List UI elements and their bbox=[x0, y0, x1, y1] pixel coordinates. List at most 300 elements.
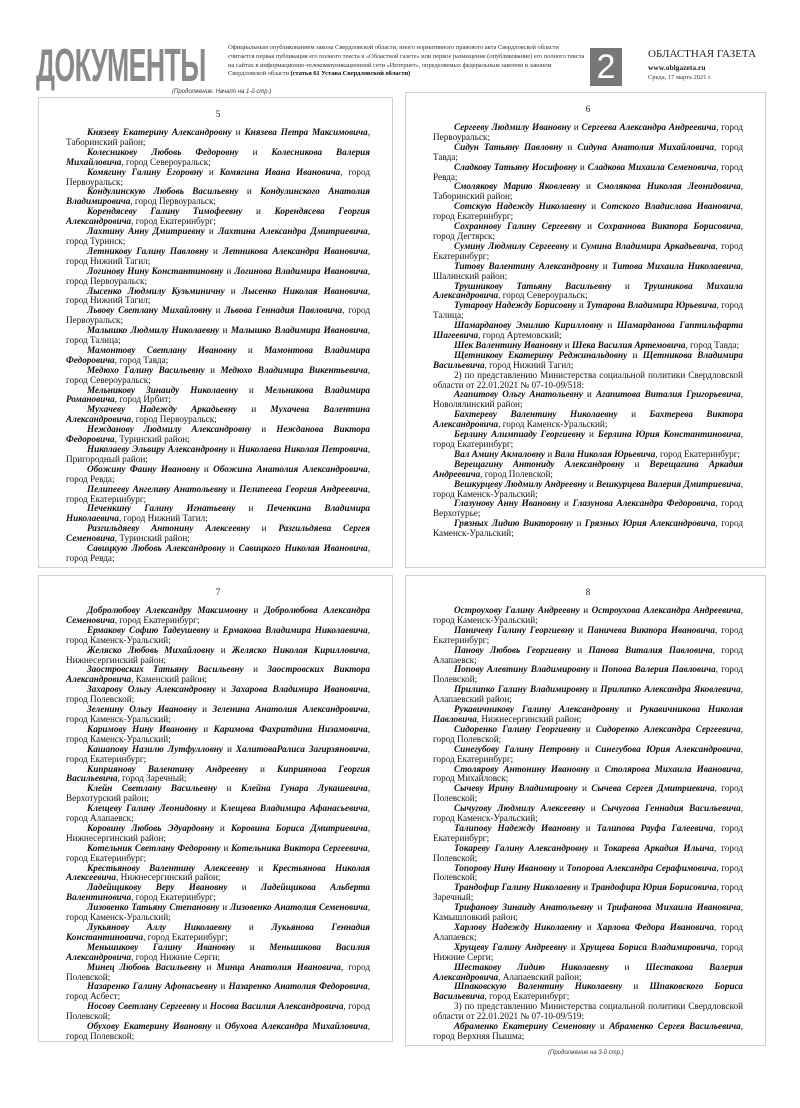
conjunction: и bbox=[592, 684, 598, 695]
list-item bbox=[66, 1002, 370, 1022]
awardee-wife-name: Грязных Лидию Викторовну bbox=[454, 518, 573, 529]
conjunction: и bbox=[579, 161, 585, 172]
awardee-location: , город Екатеринбург; bbox=[131, 892, 216, 903]
awardee-location: , город Полевской; bbox=[66, 684, 371, 705]
conjunction: и bbox=[253, 664, 259, 675]
awardee-wife-name: Ладейщикову Веру Ивановну bbox=[87, 882, 228, 893]
list-item bbox=[433, 982, 743, 1002]
conjunction: и bbox=[253, 605, 259, 615]
awardee-wife-name: Бахтереву Валентину Николаевну bbox=[454, 409, 618, 420]
list-item bbox=[66, 465, 370, 485]
list-item bbox=[66, 903, 370, 923]
list-item bbox=[66, 326, 370, 346]
page-number: 2 bbox=[590, 48, 622, 86]
awardee-husband-name: Корендясева Георгия Александровича bbox=[66, 206, 370, 227]
awardee-wife-name: Шпаковскую Валентину Николаевну bbox=[454, 981, 623, 992]
awardee-husband-name: Князева Петра Максимовича bbox=[244, 127, 368, 137]
awardee-location: , город Екатеринбург; bbox=[131, 216, 216, 227]
awardee-location: , Алапаевский район; bbox=[498, 971, 582, 982]
awardee-wife-name: Прилипко Галину Владимировну bbox=[454, 684, 589, 695]
awardee-husband-name: Минца Анатолия Ивановича bbox=[216, 961, 341, 972]
awardee-location: , город Талица; bbox=[66, 325, 371, 346]
awardee-wife-name: Львову Светлану Михайловну bbox=[87, 305, 212, 316]
conjunction: и bbox=[590, 803, 596, 814]
awardee-wife-name: Лысенко Людмилу Кузьминичну bbox=[87, 285, 225, 296]
awardee-location: , город Верхотурье; bbox=[433, 498, 743, 519]
conjunction: и bbox=[215, 1021, 221, 1032]
section-paragraph bbox=[433, 371, 743, 391]
list-item bbox=[66, 943, 370, 963]
list-item bbox=[66, 982, 370, 1002]
awardee-husband-name: Малышко Владимира Ивановича bbox=[230, 325, 368, 336]
awardee-location: , город Полевской; bbox=[66, 1021, 370, 1041]
awardee-husband-name: Лысенко Николая Ивановича bbox=[241, 285, 368, 296]
awardee-location: , город Заречный; bbox=[117, 773, 187, 784]
conjunction: и bbox=[632, 349, 638, 360]
list-item bbox=[66, 247, 370, 267]
awardee-wife-name: Мухачеву Надежду Аркадьевну bbox=[87, 404, 238, 415]
awardee-wife-name: Трифанову Зинаиду Анатольевну bbox=[454, 902, 594, 913]
conjunction: и bbox=[252, 146, 258, 157]
conjunction: и bbox=[241, 882, 247, 893]
awardee-wife-name: Каримову Нину Ивановну bbox=[87, 723, 198, 734]
awardee-location: , город Тавда; bbox=[114, 354, 169, 365]
awardee-husband-name: Колесникова Валерия Михайловича bbox=[66, 146, 371, 167]
awardee-wife-name: Клейн Светлану Васильевну bbox=[87, 783, 218, 794]
list-item bbox=[433, 301, 743, 321]
conjunction: и bbox=[576, 518, 582, 529]
conjunction: и bbox=[634, 458, 640, 469]
list-item bbox=[66, 626, 370, 646]
awardee-location: , город Первоуральск; bbox=[131, 414, 217, 425]
awardee-wife-name: Сычеву Ирину Владимировну bbox=[454, 783, 578, 794]
awardee-location: , Камышловкий район; bbox=[433, 902, 743, 923]
awardee-wife-name: Сычугову Людмилу Алексеевну bbox=[454, 803, 586, 814]
awardee-wife-name: Остроухову Галину Андреевну bbox=[454, 605, 580, 615]
list-item bbox=[66, 864, 370, 884]
conjunction: и bbox=[633, 981, 639, 992]
list-item bbox=[433, 480, 743, 500]
list-item bbox=[66, 346, 370, 366]
conjunction: и bbox=[570, 941, 576, 952]
awardee-husband-name: Лахтина Александра Дмитриевича bbox=[218, 226, 368, 237]
awardee-wife-name: Носову Светлану Сергеевну bbox=[87, 1001, 200, 1012]
awardee-location: , город Полевской; bbox=[66, 961, 370, 982]
conjunction: и bbox=[251, 404, 257, 415]
awardee-husband-name: Летникова Александра Ивановича bbox=[222, 245, 368, 256]
conjunction: и bbox=[226, 783, 232, 794]
list-item bbox=[433, 282, 743, 302]
issue-date: Среда, 17 марта 2021 г. bbox=[648, 74, 712, 81]
document-page-number: 8 bbox=[585, 587, 591, 597]
awardee-location: , город Нижние Серги; bbox=[433, 941, 744, 962]
conjunction: и bbox=[593, 664, 598, 675]
conjunction: и bbox=[219, 822, 225, 833]
awardee-husband-name: Шека Василия Артемовича bbox=[572, 339, 686, 350]
awardee-husband-name: Назаренко Анатолия Федоровича bbox=[228, 981, 368, 992]
awardee-wife-name: Мельникову Зинаиду Николаевну bbox=[87, 384, 238, 395]
awardee-location: , Шалинский район; bbox=[433, 260, 744, 281]
awardee-wife-name: Пелипееву Ангелину Анатольевну bbox=[87, 483, 228, 494]
section-paragraph bbox=[433, 1002, 743, 1022]
conjunction: и bbox=[213, 245, 218, 256]
list-item bbox=[433, 804, 743, 824]
awardee-husband-name: Сумина Владимира Аркадьевича bbox=[580, 240, 716, 251]
conjunction: и bbox=[573, 122, 579, 132]
conjunction: и bbox=[248, 384, 254, 395]
awardee-husband-name: Заостровских Виктора Александровича bbox=[66, 664, 371, 685]
list-item bbox=[66, 267, 370, 287]
awardee-husband-name: Трандофира Юрия Борисовича bbox=[590, 882, 717, 893]
awardee-husband-name: Сладкова Михаила Семеновича bbox=[587, 161, 717, 172]
awardee-husband-name: Рукавичникова Николая Павловича bbox=[433, 704, 744, 724]
awardee-location: , Таборинский район; bbox=[433, 181, 744, 202]
awardee-wife-name: Крестьянову Валентину Алексеевну bbox=[87, 862, 250, 873]
awardee-husband-name: ХалитоваРалиса Загирзяновича bbox=[235, 743, 368, 754]
awardee-husband-name: Трушникова Михаила Александровича bbox=[433, 280, 744, 301]
document-page-number: 5 bbox=[215, 109, 221, 119]
awardee-location: , город Верхняя Пышма; bbox=[433, 1021, 744, 1041]
conjunction: и bbox=[577, 644, 583, 655]
list-item bbox=[66, 485, 370, 505]
list-item bbox=[66, 504, 370, 524]
list-item bbox=[433, 182, 743, 202]
awardee-wife-name: Добролюбову Александру Максимовну bbox=[87, 605, 248, 615]
awardee-wife-name: Захарову Ольгу Александровну bbox=[87, 684, 216, 695]
awardee-location: , город Каменск-Уральский; bbox=[433, 605, 744, 625]
awardee-husband-name: Ермакова Владимира Николаевича bbox=[222, 624, 368, 635]
awardee-wife-name: Щетникову Екатерину Реджинальдовну bbox=[454, 349, 628, 360]
list-item bbox=[433, 143, 743, 163]
awardee-location: , город Нижний Тагил; bbox=[484, 359, 574, 370]
awardee-location: , город Каменск-Уральский; bbox=[66, 723, 371, 744]
awardee-location: , город Полевской; bbox=[66, 1001, 370, 1022]
awardee-husband-name: Грязных Юрия Александровича bbox=[584, 518, 716, 529]
awardee-wife-name: Зеленину Ольгу Ивановну bbox=[87, 704, 197, 715]
awardee-husband-name: Паничева Виктора Ивановича bbox=[586, 624, 716, 635]
awardee-husband-name: Мухачева Валентина Александровича bbox=[66, 404, 370, 425]
list-item bbox=[433, 519, 743, 539]
awardee-location: , Каменский район; bbox=[131, 674, 207, 685]
awardee-location: , город Каменск-Уральский; bbox=[433, 803, 744, 824]
awardee-husband-name: Сергеева Александра Андреевича bbox=[581, 122, 717, 132]
awardee-location: , Нижнесергинский район; bbox=[115, 872, 221, 883]
awardee-wife-name: Хрущеву Галину Андреевну bbox=[454, 941, 567, 952]
awardee-husband-name: Зеленина Анатолия Александровича bbox=[212, 704, 368, 715]
list-item bbox=[433, 1022, 743, 1042]
conjunction: и bbox=[583, 605, 589, 615]
section-title: ДОКУМЕНТЫ bbox=[36, 39, 206, 91]
list-item bbox=[66, 445, 370, 465]
awardee-location: , город Первоуральск; bbox=[130, 196, 216, 207]
conjunction: и bbox=[226, 265, 232, 276]
list-item bbox=[66, 883, 370, 903]
list-item bbox=[66, 405, 370, 425]
awardee-wife-name: Шек Валентину Ивановну bbox=[454, 339, 563, 350]
notice-text: Официальным опубликованием закона Свердловской области, иного нормативного правового акта Свердловской области считается первая публикация его полного текста в «Областной газете» или первое размещение (опубликование) его полного текста на сайтах в информационно-телекоммуникационной сети «Интернет», определяемых федеральным законом и законом Свердловской области bbox=[228, 44, 585, 78]
awardee-wife-name: Сумину Людмилу Сергеевну bbox=[454, 240, 569, 251]
awardee-husband-name: Лизовенко Анатолия Семеновича bbox=[230, 902, 368, 913]
awardee-husband-name: Клейна Гунара Лукашевича bbox=[240, 783, 368, 794]
awardee-location: , город Алапаевск; bbox=[433, 922, 744, 942]
awardee-husband-name: Вешкурцева Валерия Дмитриевича bbox=[596, 478, 741, 489]
awardee-location: , город Полевской; bbox=[433, 723, 744, 744]
conjunction: и bbox=[208, 166, 214, 177]
awardee-location: , город Североуральск; bbox=[498, 290, 588, 301]
list-item bbox=[433, 351, 743, 371]
awardee-location: , город Ревда; bbox=[66, 463, 371, 484]
conjunction: и bbox=[246, 186, 252, 197]
awardee-husband-name: Смолякова Николая Леонидовича bbox=[596, 181, 741, 192]
awardee-husband-name: Сычугова Геннадия Васильевича bbox=[601, 803, 741, 814]
awardee-wife-name: Талипову Надежду Ивановну bbox=[454, 822, 580, 833]
awardee-location: , город Ревда; bbox=[66, 543, 371, 563]
awardee-husband-name: Львова Геннадия Павловича bbox=[224, 305, 343, 316]
conjunction: и bbox=[220, 981, 226, 992]
awardee-wife-name: Котельник Светлану Федоровну bbox=[87, 842, 221, 853]
conjunction: и bbox=[578, 300, 584, 311]
awardee-wife-name: Лукьянову Аллу Николаевну bbox=[87, 922, 232, 932]
awardee-husband-name: Абраменко Сергея Васильевича bbox=[609, 1021, 741, 1032]
awardee-husband-name: Топорова Александра Серафимовича bbox=[566, 862, 717, 873]
awardee-wife-name: Обухову Екатерину Ивановну bbox=[87, 1021, 212, 1032]
list-item bbox=[433, 242, 743, 262]
awardee-location: , город Каменск-Уральский; bbox=[498, 419, 608, 430]
conjunction: и bbox=[203, 723, 209, 734]
conjunction: и bbox=[583, 882, 588, 893]
awardee-husband-name: Верещагина Аркадия Андреевича bbox=[433, 458, 744, 479]
awardee-husband-name: Бахтерева Виктора Александровича bbox=[433, 409, 743, 430]
list-item bbox=[66, 705, 370, 725]
conjunction: и bbox=[588, 478, 594, 489]
awardee-wife-name: Кондулинскую Любовь Васильевну bbox=[87, 186, 239, 197]
awardee-husband-name: Савицкого Николая Ивановича bbox=[238, 543, 368, 554]
awardee-husband-name: Желяско Николая Кирилловича bbox=[231, 644, 368, 655]
conjunction: и bbox=[593, 842, 599, 853]
awardee-location: , город Тавда; bbox=[433, 141, 743, 162]
awardee-wife-name: Смолякову Марию Яковлевну bbox=[454, 181, 580, 192]
awardee-wife-name: Логинову Нину Константиновну bbox=[87, 265, 224, 276]
awardee-location: , город Екатеринбург; bbox=[655, 448, 741, 459]
conjunction: и bbox=[229, 543, 235, 554]
list-item bbox=[66, 306, 370, 326]
continued-to: (Продолжение на 3-й стр.) bbox=[548, 1050, 624, 1056]
conjunction: и bbox=[559, 862, 564, 873]
conjunction: и bbox=[210, 364, 216, 375]
awardee-husband-name: Разгильдяева Сергея Семеновича bbox=[66, 523, 371, 544]
awardee-wife-name: Шестакову Лидию Николаевну bbox=[454, 961, 609, 972]
awardee-location: , город Каменск-Уральский; bbox=[433, 518, 743, 539]
awardee-wife-name: Нежданову Людмилу Александровну bbox=[87, 424, 252, 435]
conjunction: и bbox=[213, 624, 219, 635]
awardee-wife-name: Обожину Фаину Ивановну bbox=[87, 463, 200, 474]
awardee-wife-name: Сидун Татьяну Павловну bbox=[454, 141, 563, 152]
awardee-husband-name: Комягина Ивана Ивановича bbox=[219, 166, 341, 177]
list-item bbox=[433, 222, 743, 242]
awardee-wife-name: Рукавичникову Галину Александровну bbox=[454, 704, 619, 715]
list-item bbox=[66, 804, 370, 824]
list-item bbox=[66, 963, 370, 983]
awardee-husband-name: Крестьянова Николая Алексеевича bbox=[66, 862, 370, 883]
awardee-location: , Пригородный район; bbox=[66, 444, 371, 464]
awardee-location: , город Полевской; bbox=[433, 664, 744, 685]
awardee-location: , город Екатеринбург; bbox=[433, 429, 743, 449]
awardee-wife-name: Клещеву Галину Леонидовну bbox=[87, 803, 207, 814]
list-item bbox=[433, 665, 743, 685]
conjunction: и bbox=[584, 743, 590, 754]
awardee-husband-name: Берлина Юрия Константиновича bbox=[597, 429, 741, 440]
conjunction: и bbox=[211, 803, 217, 814]
awardee-location: , город Первоуральск; bbox=[66, 166, 370, 187]
conjunction: и bbox=[547, 448, 553, 459]
awardee-location: , город Дегтярск; bbox=[433, 221, 743, 241]
awardee-location: , город Каменск-Уральский; bbox=[66, 624, 370, 645]
awardee-wife-name: Сидоренко Галину Георгиевну bbox=[454, 723, 581, 734]
awardee-husband-name: Панова Виталия Павловича bbox=[588, 644, 713, 655]
awardee-location: , город Полевской; bbox=[433, 842, 744, 863]
awardee-location: , город Екатеринбург; bbox=[433, 743, 743, 764]
list-item bbox=[433, 123, 743, 143]
conjunction: и bbox=[624, 961, 630, 972]
awardee-wife-name: Берлину Алимпиаду Георгиевну bbox=[454, 429, 585, 440]
awardee-husband-name: Сидуна Анатолия Михайловича bbox=[577, 141, 714, 152]
awardee-location: , город Екатеринбург; bbox=[433, 624, 744, 645]
awardee-husband-name: Нежданова Виктора Федоровича bbox=[66, 424, 371, 445]
conjunction: и bbox=[567, 141, 573, 152]
awardee-location: , город Североуральск; bbox=[121, 156, 211, 167]
awardee-husband-name: Талипова Рауфа Галеевича bbox=[596, 822, 713, 833]
document-page-8 bbox=[405, 575, 766, 1046]
document-page-6 bbox=[405, 92, 766, 568]
awardee-husband-name: Попова Валерия Павловича bbox=[601, 664, 716, 675]
list-item bbox=[433, 864, 743, 884]
awardee-location: , город Нижние Серги; bbox=[131, 951, 221, 962]
awardee-location: , Нижнесергинский район; bbox=[66, 822, 371, 843]
awardee-wife-name: Корендясеву Галину Тимофеевну bbox=[87, 206, 243, 217]
awardee-husband-name: Щетникова Владимира Васильевича bbox=[433, 349, 743, 370]
list-item bbox=[433, 824, 743, 844]
awardee-location: , Туринский район; bbox=[114, 434, 190, 445]
list-item bbox=[433, 202, 743, 222]
awardee-location: , Алапаевский район; bbox=[433, 684, 744, 705]
awardee-wife-name: Желяско Любовь Михайловну bbox=[87, 644, 215, 655]
awardee-husband-name: Шамарданова Гаптильфарта Шагеевича bbox=[433, 320, 744, 341]
list-item bbox=[66, 287, 370, 307]
list-item bbox=[433, 725, 743, 745]
awardee-husband-name: Лукьянова Геннадия Константиновича bbox=[66, 922, 371, 942]
conjunction: и bbox=[215, 305, 221, 316]
awardee-husband-name: Хрущева Бориса Владимировича bbox=[579, 941, 716, 952]
list-item bbox=[433, 430, 743, 450]
conjunction: и bbox=[585, 822, 591, 833]
awardee-wife-name: Коровину Любовь Эдуардовну bbox=[87, 822, 214, 833]
list-item bbox=[66, 765, 370, 785]
awardee-husband-name: Захарова Владимира Ивановича bbox=[231, 684, 368, 695]
list-item bbox=[66, 824, 370, 844]
awardee-wife-name: Колесникову Любовь Федоровну bbox=[87, 146, 239, 157]
list-item bbox=[66, 524, 370, 544]
conjunction: и bbox=[226, 743, 232, 754]
awardee-location: , город Екатеринбург; bbox=[433, 240, 743, 261]
awardee-husband-name: Сохраннова Виктора Борисовича bbox=[597, 221, 741, 232]
awardee-husband-name: Пелипеева Георгия Андреевича bbox=[239, 483, 368, 494]
list-item bbox=[433, 883, 743, 903]
list-item bbox=[66, 1022, 370, 1042]
awardee-wife-name: Харлову Надежду Николаевну bbox=[454, 922, 582, 932]
list-item bbox=[66, 128, 370, 148]
awardee-husband-name: Харлова Федора Ивановича bbox=[596, 922, 714, 932]
conjunction: и bbox=[223, 842, 229, 853]
list-item bbox=[433, 410, 743, 430]
awardee-location: , город Каменск-Уральский; bbox=[433, 478, 744, 499]
list-item bbox=[66, 148, 370, 168]
list-item bbox=[66, 745, 370, 765]
conjunction: и bbox=[222, 902, 228, 913]
awardee-husband-name: Трифанова Михаила Ивановича bbox=[606, 902, 741, 913]
awardee-location: , город Талица; bbox=[433, 300, 744, 321]
conjunction: и bbox=[248, 503, 254, 514]
conjunction: и bbox=[563, 498, 569, 509]
awardee-husband-name: Печенкина Владимира Николаевича bbox=[66, 503, 371, 524]
list-item bbox=[66, 227, 370, 247]
awardee-location: , Новолялинский район; bbox=[433, 389, 744, 410]
awardee-location: , Верхотурский район; bbox=[66, 783, 371, 804]
awardee-wife-name: Сладкову Татьяну Иосифовну bbox=[454, 161, 578, 172]
awardee-wife-name: Мамонтову Светлану Ивановну bbox=[87, 344, 237, 355]
awardee-location: , город Полевской; bbox=[433, 862, 744, 883]
awardee-location: , город Алапаевск; bbox=[66, 803, 370, 824]
awardee-wife-name: Заостровских Татьяну Васильевну bbox=[87, 664, 244, 675]
list-item bbox=[66, 168, 370, 188]
conjunction: и bbox=[206, 961, 212, 972]
awardee-location: , Туринский район; bbox=[114, 533, 190, 544]
list-item bbox=[66, 366, 370, 386]
list-item bbox=[66, 187, 370, 207]
list-item bbox=[433, 685, 743, 705]
conjunction: и bbox=[591, 201, 596, 212]
newspaper-name: ОБЛАСТНАЯ ГАЗЕТА bbox=[648, 48, 757, 60]
conjunction: и bbox=[585, 723, 591, 734]
list-item bbox=[433, 765, 743, 785]
awardee-wife-name: Ермакову Софию Тадеушевну bbox=[87, 624, 210, 635]
conjunction: и bbox=[230, 483, 236, 494]
list-item bbox=[66, 923, 370, 943]
awardee-location: , город Полевской; bbox=[433, 783, 744, 804]
newspaper-url[interactable]: www.oblgazeta.ru bbox=[648, 63, 706, 72]
conjunction: и bbox=[261, 523, 267, 534]
awardee-wife-name: Абраменко Екатерину Семеновну bbox=[454, 1021, 596, 1032]
list-item bbox=[66, 386, 370, 406]
awardee-location: , город Ирбит; bbox=[114, 394, 171, 405]
awardee-wife-name: Титову Валентину Александровну bbox=[454, 260, 599, 271]
awardee-location: , город Полевской; bbox=[480, 468, 553, 479]
awardee-wife-name: Панову Любовь Георгиевну bbox=[454, 644, 571, 655]
awardee-husband-name: Добролюбова Александра Семеновича bbox=[66, 605, 371, 625]
awardee-wife-name: Вал Амину Акмаловну bbox=[454, 448, 546, 459]
continued-from: (Продолжение. Начало на 1-й стр.) bbox=[172, 89, 272, 95]
awardee-location: , город Нижний Тагил; bbox=[66, 245, 371, 266]
awardee-wife-name: Комягину Галину Егоровну bbox=[87, 166, 203, 177]
awardee-wife-name: Летникову Галину Павловну bbox=[87, 245, 209, 256]
awardee-wife-name: Синегубову Галину Петровну bbox=[454, 743, 580, 754]
awardee-wife-name: Киприянову Валентину Андреевну bbox=[87, 763, 248, 774]
awardee-location: , город Нижний Тагил; bbox=[118, 513, 208, 524]
list-item bbox=[66, 685, 370, 705]
awardee-location: , город Екатеринбург; bbox=[143, 931, 228, 942]
conjunction: и bbox=[247, 344, 253, 355]
awardee-husband-name: Носова Василия Александровича bbox=[209, 1001, 344, 1012]
list-item bbox=[66, 425, 370, 445]
